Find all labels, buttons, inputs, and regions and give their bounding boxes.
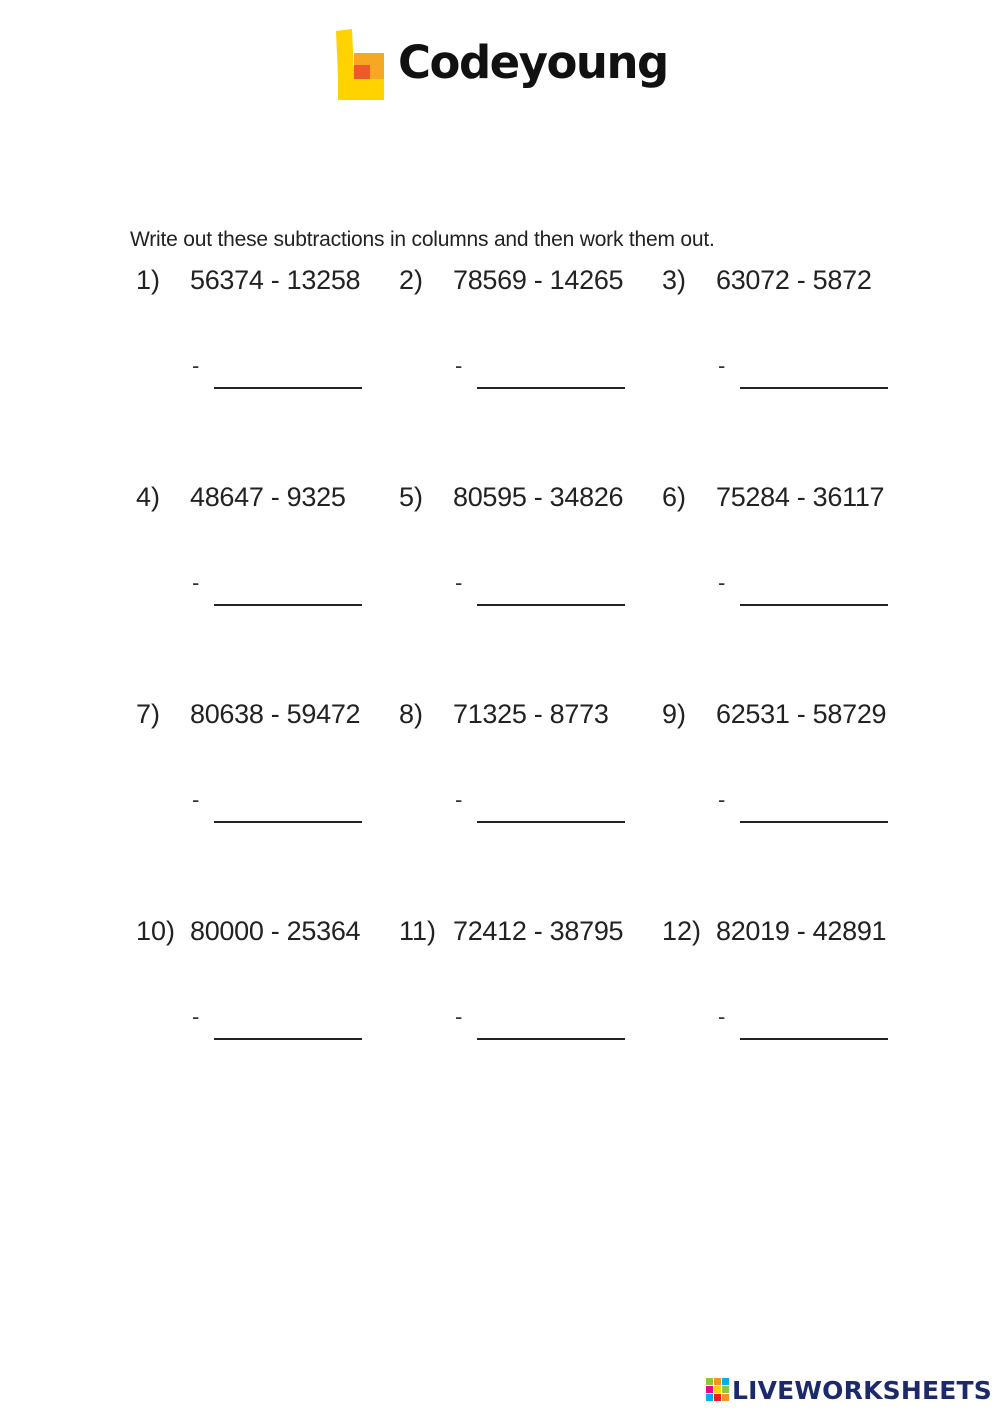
problem-row	[136, 699, 896, 916]
problem-item	[662, 699, 924, 839]
problem-item	[136, 265, 398, 405]
problem-expression: 72412 - 38795	[453, 916, 624, 946]
problem-number: 3)	[662, 265, 687, 295]
problems-grid	[136, 265, 896, 1133]
problem-expression: 80595 - 34826	[453, 482, 624, 512]
minus-sign: -	[192, 353, 200, 378]
problem-number: 1)	[136, 265, 161, 295]
answer-line[interactable]	[740, 821, 888, 823]
answer-line[interactable]	[214, 604, 362, 606]
codeyoung-logo	[332, 26, 668, 106]
problem-number: 4)	[136, 482, 161, 512]
problem-item	[399, 265, 661, 405]
problem-item	[399, 916, 661, 1056]
instruction-text: Write out these subtractions in columns and then work them out.	[130, 228, 715, 251]
problem-number: 12)	[662, 916, 702, 946]
answer-line[interactable]	[477, 387, 625, 389]
brand-name: Codeyoung	[398, 35, 668, 89]
problem-expression: 82019 - 42891	[716, 916, 887, 946]
problem-number: 11)	[399, 916, 437, 946]
problem-item	[662, 265, 924, 405]
answer-line[interactable]	[214, 1038, 362, 1040]
problem-expression: 78569 - 14265	[453, 265, 624, 295]
problem-row	[136, 482, 896, 699]
minus-sign: -	[192, 787, 200, 812]
liveworksheets-brand-name: LIVEWORKSHEETS	[731, 1375, 992, 1405]
problem-item	[136, 699, 398, 839]
minus-sign: -	[718, 353, 726, 378]
minus-sign: -	[192, 1004, 200, 1029]
minus-sign: -	[718, 570, 726, 595]
codeyoung-logo-icon	[332, 29, 388, 103]
problem-expression: 48647 - 9325	[190, 482, 346, 512]
problem-number: 10)	[136, 916, 176, 946]
problem-expression: 80638 - 59472	[190, 699, 361, 729]
liveworksheets-logo	[706, 1375, 992, 1405]
answer-line[interactable]	[214, 387, 362, 389]
problem-number: 9)	[662, 699, 687, 729]
answer-line[interactable]	[477, 821, 625, 823]
problem-number: 5)	[399, 482, 424, 512]
problem-item	[399, 699, 661, 839]
problem-number: 7)	[136, 699, 161, 729]
answer-line[interactable]	[740, 387, 888, 389]
answer-line[interactable]	[214, 821, 362, 823]
minus-sign: -	[455, 1004, 463, 1029]
problem-expression: 80000 - 25364	[190, 916, 361, 946]
minus-sign: -	[718, 1004, 726, 1029]
answer-line[interactable]	[477, 604, 625, 606]
problem-item	[136, 916, 398, 1056]
problem-expression: 71325 - 8773	[453, 699, 609, 729]
problem-item	[136, 482, 398, 622]
answer-line[interactable]	[740, 604, 888, 606]
problem-number: 8)	[399, 699, 424, 729]
problem-item	[399, 482, 661, 622]
problem-row	[136, 265, 896, 482]
problem-number: 2)	[399, 265, 424, 295]
minus-sign: -	[455, 570, 463, 595]
problem-expression: 62531 - 58729	[716, 699, 887, 729]
minus-sign: -	[455, 787, 463, 812]
answer-line[interactable]	[477, 1038, 625, 1040]
problem-expression: 56374 - 13258	[190, 265, 361, 295]
minus-sign: -	[718, 787, 726, 812]
problem-expression: 63072 - 5872	[716, 265, 872, 295]
minus-sign: -	[192, 570, 200, 595]
liveworksheets-logo-icon	[706, 1378, 730, 1402]
minus-sign: -	[455, 353, 463, 378]
problem-expression: 75284 - 36117	[716, 482, 885, 512]
problem-row	[136, 916, 896, 1133]
problem-number: 6)	[662, 482, 687, 512]
problem-item	[662, 482, 924, 622]
answer-line[interactable]	[740, 1038, 888, 1040]
problem-item	[662, 916, 924, 1056]
